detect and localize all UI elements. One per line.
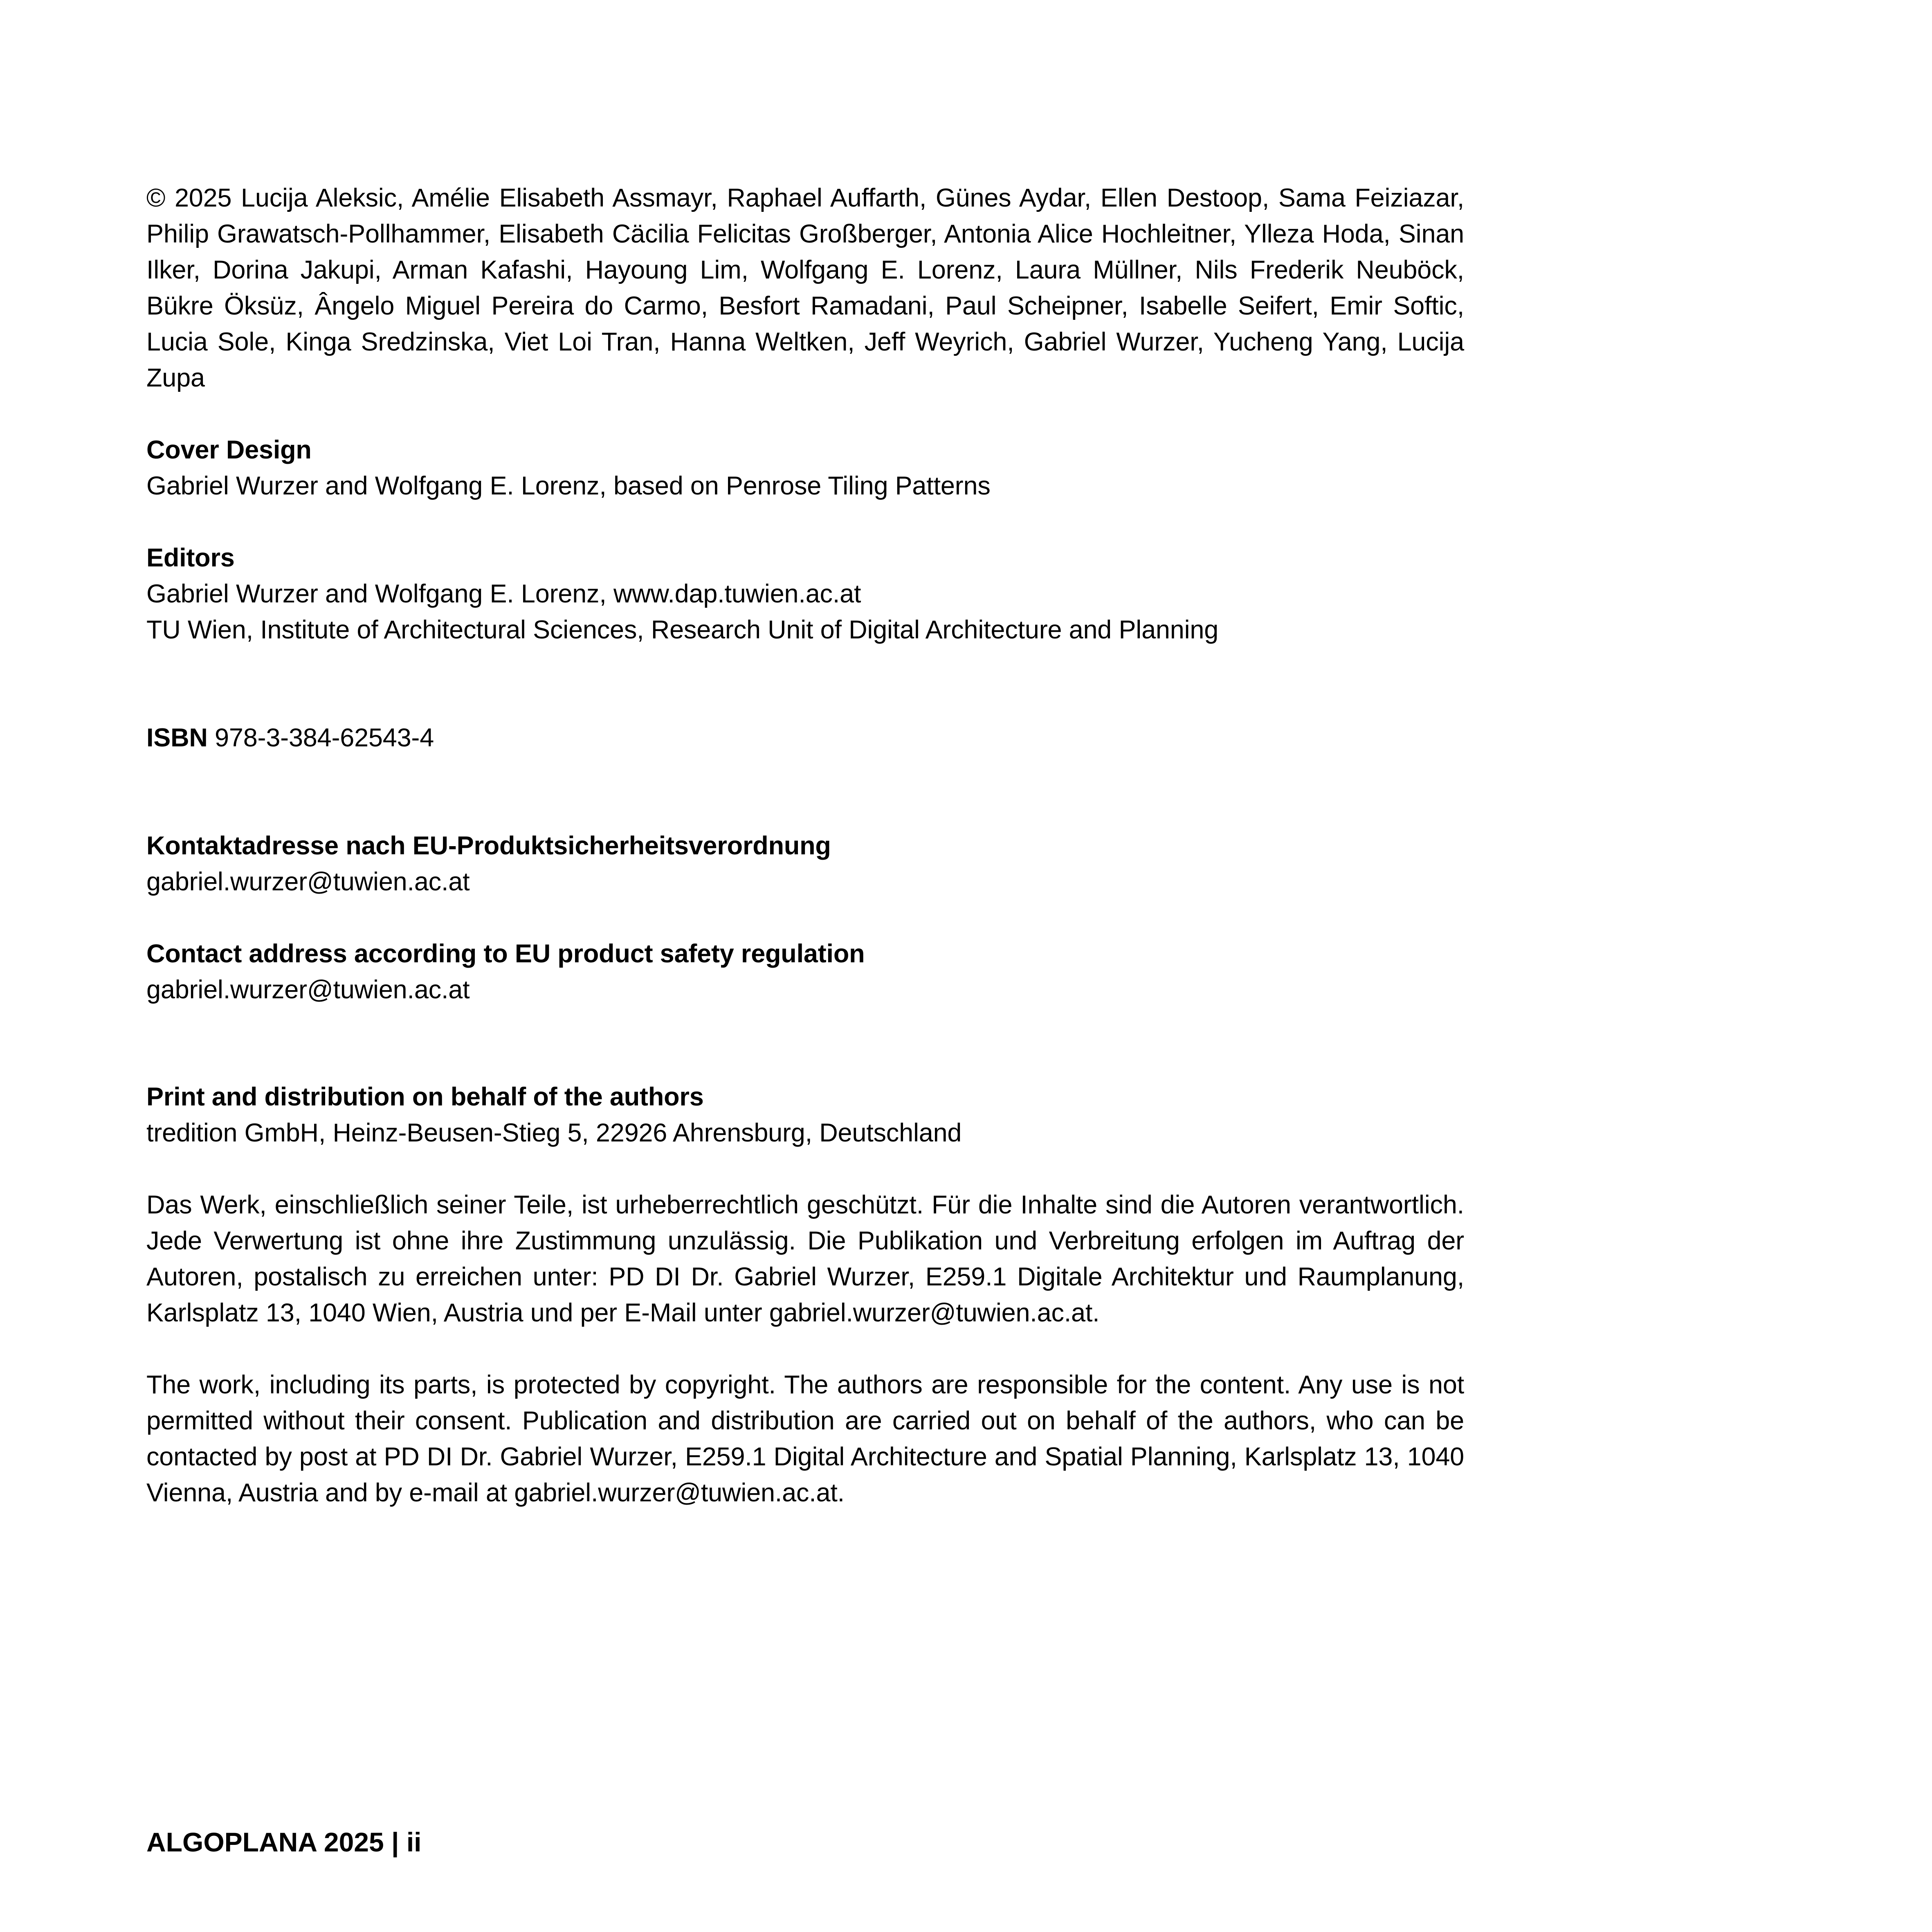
editors-line-2: TU Wien, Institute of Architectural Sciences, Research Unit of Digital Architecture and Planning	[146, 616, 1219, 644]
print-distribution-heading: Print and distribution on behalf of the authors	[146, 1083, 704, 1111]
spacer	[146, 504, 1464, 540]
spacer	[146, 1008, 1464, 1079]
editors-heading: Editors	[146, 544, 235, 572]
contact-de-email: gabriel.wurzer@tuwien.ac.at	[146, 867, 470, 896]
contact-en-section	[146, 936, 1464, 1008]
isbn-label: ISBN	[146, 723, 208, 752]
spacer	[146, 900, 1464, 936]
spacer	[146, 1331, 1464, 1367]
editors-line-1: Gabriel Wurzer and Wolfgang E. Lorenz, www.dap.tuwien.ac.at	[146, 580, 861, 608]
print-distribution-section	[146, 1079, 1464, 1151]
contact-de-heading: Kontaktadresse nach EU-Produktsicherheitsverordnung	[146, 831, 831, 860]
contact-en-heading: Contact address according to EU product safety regulation	[146, 939, 865, 968]
spacer	[146, 1151, 1464, 1187]
editors-section	[146, 540, 1464, 648]
cover-design-section	[146, 432, 1464, 504]
page-footer: ALGOPLANA 2025 | ii	[146, 1827, 422, 1857]
cover-design-text: Gabriel Wurzer and Wolfgang E. Lorenz, based on Penrose Tiling Patterns	[146, 472, 991, 500]
isbn-value: 978-3-384-62543-4	[215, 723, 434, 752]
contact-en-email: gabriel.wurzer@tuwien.ac.at	[146, 975, 470, 1004]
cover-design-heading: Cover Design	[146, 436, 312, 464]
contact-de-section	[146, 828, 1464, 900]
imprint-page	[146, 180, 1464, 1511]
isbn-line	[146, 720, 1464, 756]
copyright-notice: © 2025 Lucija Aleksic, Amélie Elisabeth Assmayr, Raphael Auffarth, Günes Aydar, Ellen Destoop, Sama Feiziazar, Philip Grawatsch-Pollhammer, Elisabeth Cäcilia Felicitas Großberger, Antonia Alice Hochleitner, Ylleza Hoda, Sinan Ilker, Dorina Jakupi, Arman Kafashi, Hayoung Lim, Wolfgang E. Lorenz, Laura Müllner, Nils Frederik Neuböck, Bükre Öksüz, Ângelo Miguel Pereira do Carmo, Besfort Ramadani, Paul Scheipner, Isabelle Seifert, Emir Softic, Lucia Sole, Kinga Sredzinska, Viet Loi Tran, Hanna Weltken, Jeff Weyrich, Gabriel Wurzer, Yucheng Yang, Lucija Zupa	[146, 184, 1464, 392]
notice-english: The work, including its parts, is protected by copyright. The authors are responsible for the content. Any use is not permitted without their consent. Publication and distribution are carried out on behalf of the authors, who can be contacted by post at PD DI Dr. Gabriel Wurzer, E259.1 Digital Architecture and Spatial Planning, Karlsplatz 13, 1040 Vienna, Austria and by e-mail at gabriel.wurzer@tuwien.ac.at.	[146, 1370, 1464, 1507]
spacer	[146, 396, 1464, 432]
notice-german: Das Werk, einschließlich seiner Teile, ist urheberrechtlich geschützt. Für die Inhalte sind die Autoren verantwortlich. Jede Verwertung ist ohne ihre Zustimmung unzulässig. Die Publikation und Verbreitung erfolgen im Auftrag der Autoren, postalisch zu erreichen unter: PD DI Dr. Gabriel Wurzer, E259.1 Digitale Architektur und Raumplanung, Karlsplatz 13, 1040 Wien, Austria und per E-Mail unter gabriel.wurzer@tuwien.ac.at.	[146, 1191, 1464, 1327]
print-distribution-text: tredition GmbH, Heinz-Beusen-Stieg 5, 22926 Ahrensburg, Deutschland	[146, 1119, 962, 1147]
spacer	[146, 648, 1464, 720]
spacer	[146, 756, 1464, 828]
